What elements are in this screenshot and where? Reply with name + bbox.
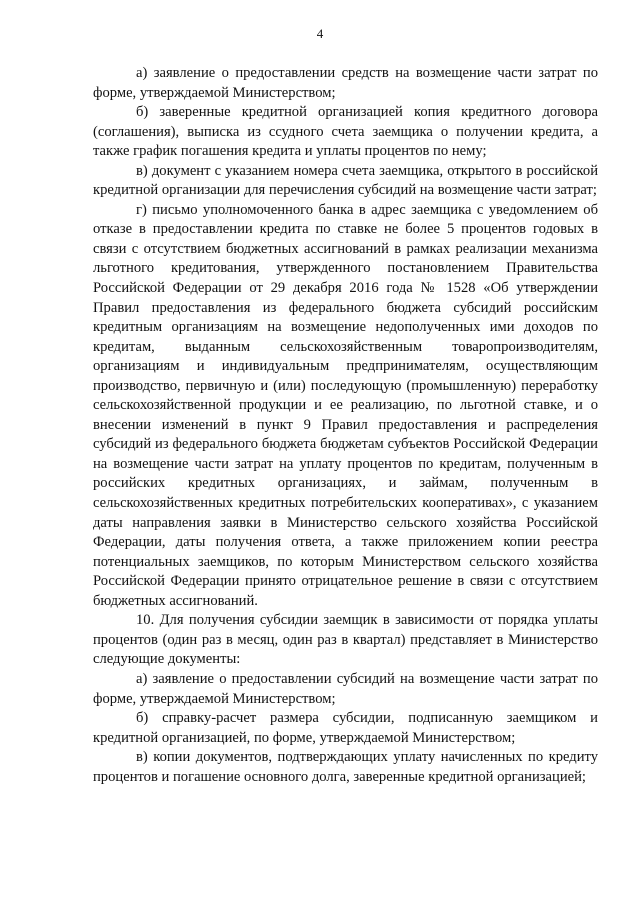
paragraph-item-b-calculation-certificate: б) справку-расчет размера субсидии, подписанную заемщиком и кредитной организацией, по форме, утверждаемой Министерством;: [93, 710, 598, 746]
document-body: [93, 64, 598, 787]
paragraph-item-v-payment-documents: в) копии документов, подтверждающих уплату начисленных по кредиту процентов и погашение основного долга, заверенные кредитной организацией;: [93, 749, 598, 785]
paragraph-item-a-subsidy-application: а) заявление о предоставлении субсидий на возмещение части затрат по форме, утверждаемой Министерством;: [93, 670, 598, 707]
paragraph-clause-10: 10. Для получения субсидии заемщик в зависимости от порядка уплаты процентов (один раз в месяц, один раз в квартал) представляет в Министерство следующие документы:: [93, 612, 598, 668]
paragraph-item-v-account-document: в) документ с указанием номера счета заемщика, открытого в российской кредитной организации для перечисления субсидий на возмещение части затрат;: [93, 162, 598, 199]
paragraph-item-g-bank-letter: г) письмо уполномоченного банка в адрес заемщика с уведомлением об отказе в предоставлении кредита по ставке не более 5 процентов годовых в связи с отсутствием бюджетных ассигнований в рамках реализации механизма льготного кредитования, утвержденного постановлением Правительства Российской Федерации от 29 декабря 2016 года № 1528 «Об утверждении Правил предоставления из федерального бюджета субсидий российским кредитным организациям на возмещение недополученных ими доходов по кредитам, выданным сельскохозяйственным товаропроизводителям, организациям и индивидуальным предпринимателям, осуществляющим производство, первичную и (или) последующую (промышленную) переработку сельскохозяйственной продукции и ее реализацию, по льготной ставке, и о внесении изменений в пункт 9 Правил предоставления и распределения субсидий из федерального бюджета бюджетам субъектов Российской Федерации на возмещение части затрат на уплату процентов по кредитам, полученным в российских кредитных организациях, и займам, полученным в сельскохозяйственных кредитных потребительских кооперативах», с указанием даты направления заявки в Министерство сельского хозяйства Российской Федерации, даты получения ответа, а также приложением копии реестра потенциальных заемщиков, по которым Министерством сельского хозяйства Российской Федерации принято отрицательное решение в связи с отсутствием бюджетных ассигнований.: [93, 201, 598, 609]
paragraph-item-a-application: а) заявление о предоставлении средств на возмещение части затрат по форме, утверждаемой Министерством;: [93, 65, 598, 101]
page-number: 4: [316, 26, 324, 41]
paragraph-item-b-loan-agreement: б) заверенные кредитной организацией копия кредитного договора (соглашения), выписка из ссудного счета заемщика о получении кредита, а также график погашения кредита и уплаты процентов по нему;: [93, 104, 598, 160]
